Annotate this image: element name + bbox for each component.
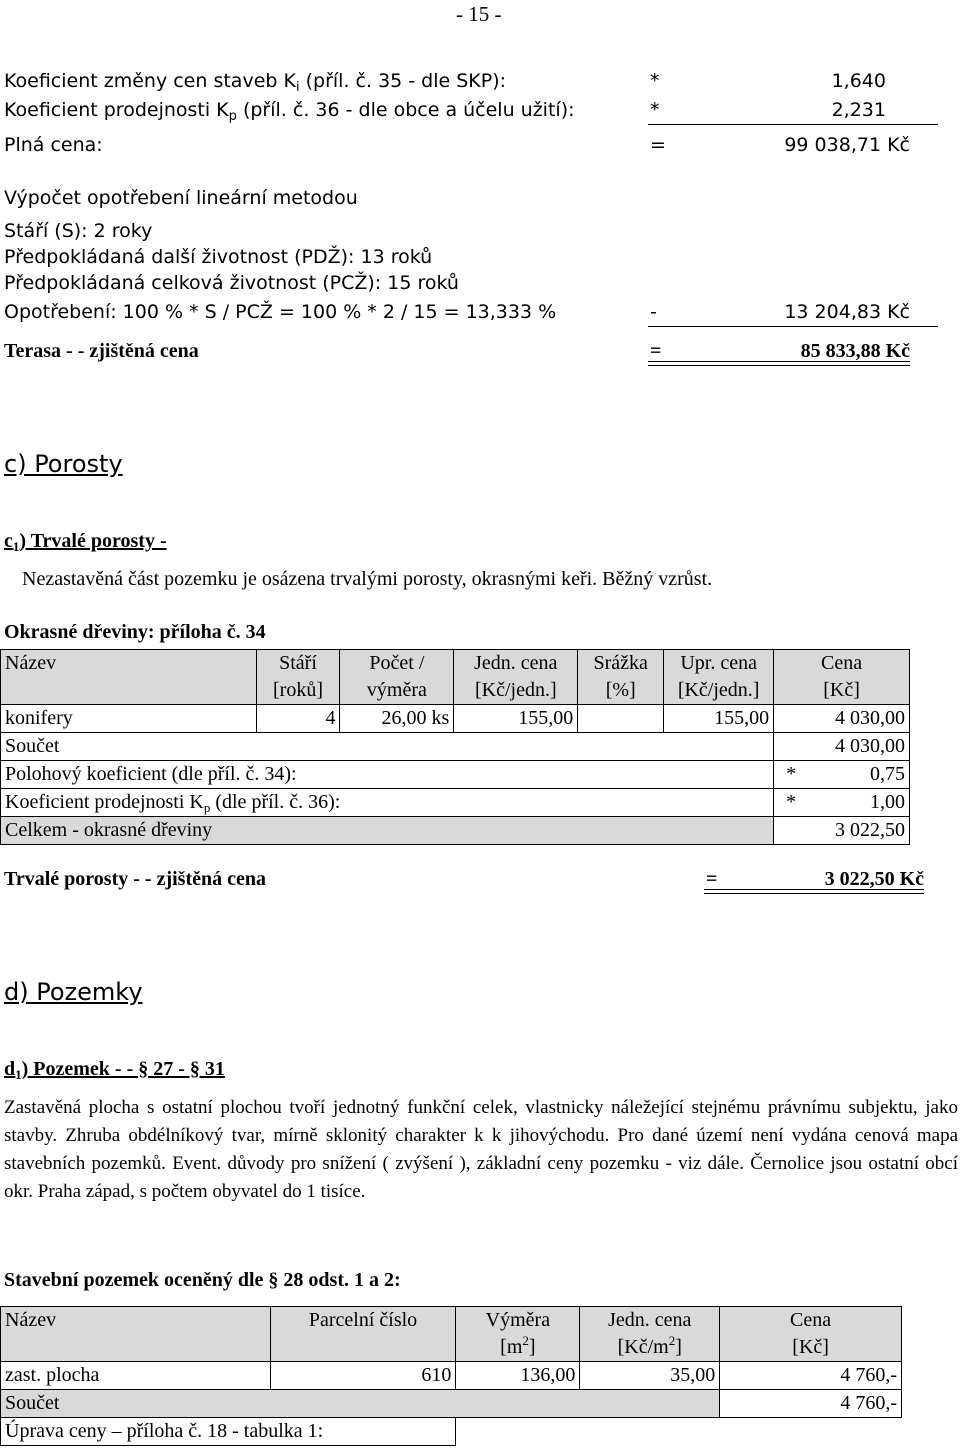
cell-price: 4 760,- xyxy=(720,1362,902,1390)
kp-coefficient-label: Koeficient prodejnosti $K_p$ (příl. č. 36 - dle obce a účelu užití): xyxy=(4,99,575,124)
position-coef-value: * 0,75 xyxy=(774,761,910,789)
header-parcel: Parcelní číslo xyxy=(270,1307,456,1362)
cell-parcel: 610 xyxy=(270,1362,456,1390)
sum-label: Součet xyxy=(1,733,774,761)
section-d-title: d) Pozemky xyxy=(4,978,143,1006)
double-underline xyxy=(648,361,910,366)
divider-line xyxy=(648,326,938,327)
table-row-kp-coef xyxy=(1,789,910,817)
cell-area: 136,00 xyxy=(456,1362,580,1390)
full-price-op: = xyxy=(650,134,666,156)
kp-coefficient-value: 2,231 xyxy=(831,99,886,121)
okrasne-dreviny-table xyxy=(0,649,910,845)
cell-adjusted-price: 155,00 xyxy=(664,705,774,733)
terasa-value: 85 833,88 Kč xyxy=(800,340,910,362)
total-value: 3 022,50 xyxy=(774,817,910,845)
header-price: Cena [Kč] xyxy=(774,650,910,705)
divider-line xyxy=(648,124,938,125)
porosty-result-label: Trvalé porosty - - zjištěná cena xyxy=(4,868,266,890)
total-label: Celkem - okrasné dřeviny xyxy=(1,817,774,845)
section-d1-title: $d_1$) Pozemek - - § 27 - § 31 xyxy=(4,1058,225,1082)
table-header-row xyxy=(1,1307,902,1362)
header-count: Počet / výměra xyxy=(340,650,454,705)
kp-coef-label: Koeficient prodejnosti $K_p$ (dle příl. č. 36): xyxy=(1,789,774,817)
depreciation-heading: Výpočet opotřebení lineární metodou xyxy=(4,187,358,209)
depreciation-op: - xyxy=(650,301,657,323)
cell-name: konifery xyxy=(1,705,257,733)
cell-price: 4 030,00 xyxy=(774,705,910,733)
adjust-empty xyxy=(456,1418,902,1446)
cell-unit-price: 155,00 xyxy=(454,705,578,733)
section-c-title: c) Porosty xyxy=(4,450,123,478)
position-coef-label: Polohový koeficient (dle příl. č. 34): xyxy=(1,761,774,789)
depreciation-value: 13 204,83 Kč xyxy=(784,301,910,323)
table-row xyxy=(1,705,910,733)
cell-name: zast. plocha xyxy=(1,1362,271,1390)
table-row-sum xyxy=(1,733,910,761)
ki-coefficient-op: * xyxy=(650,70,660,92)
header-deduction: Srážka [%] xyxy=(578,650,664,705)
depreciation-age: Stáří (S): 2 roky xyxy=(4,220,153,242)
header-adjusted-price: Upr. cena [Kč/jedn.] xyxy=(664,650,774,705)
double-underline xyxy=(704,889,924,894)
header-name: Název xyxy=(1,650,257,705)
terasa-label: Terasa - - zjištěná cena xyxy=(4,340,199,362)
depreciation-total: Předpokládaná celková životnost (PCŽ): 15 roků xyxy=(4,272,459,294)
porosty-result-op: = xyxy=(706,868,718,890)
section-d-paragraph: Zastavěná plocha s ostatní plochou tvoří jednotný funkční celek, vlastnicky náležející stejnému právnímu subjektu, jako stavby. Zhruba obdélníkový tvar, mírně sklonitý charakter k k jihovýchodu. Pro dané území není vydána cenová mapa stavebních pozemků. Event. důvody pro snížení ( zvýšení ), základní ceny pozemku - viz dále. Černolice jsou ostatní obcí okr. Praha západ, s počtem obyvatel do 1 tisíce. xyxy=(4,1097,958,1202)
porosty-result-value: 3 022,50 Kč xyxy=(824,868,924,890)
cell-count: 26,00 ks xyxy=(340,705,454,733)
sum-value: 4 760,- xyxy=(720,1390,902,1418)
header-price: Cena [Kč] xyxy=(720,1307,902,1362)
terasa-op: = xyxy=(650,340,662,362)
table-row-sum xyxy=(1,1390,902,1418)
full-price-label: Plná cena: xyxy=(4,134,103,156)
table-row-position-coef xyxy=(1,761,910,789)
ki-coefficient-value: 1,640 xyxy=(831,70,886,92)
cell-unit-price: 35,00 xyxy=(580,1362,720,1390)
header-area: Výměra $[m^2]$ xyxy=(456,1307,580,1362)
cell-deduction xyxy=(578,705,664,733)
header-unit-price: Jedn. cena [Kč/jedn.] xyxy=(454,650,578,705)
depreciation-remaining: Předpokládaná další životnost (PDŽ): 13 roků xyxy=(4,246,433,268)
ki-coefficient-label: Koeficient změny cen staveb $K_i$ (příl. č. 35 - dle SKP): xyxy=(4,70,507,95)
header-unit-price: Jedn. cena $[Kč/m^2]$ xyxy=(580,1307,720,1362)
full-price-value: 99 038,71 Kč xyxy=(784,134,910,156)
page-number: - 15 - xyxy=(456,2,502,26)
table-header-row xyxy=(1,650,910,705)
kp-coefficient-op: * xyxy=(650,99,660,121)
pozemek-table xyxy=(0,1306,902,1446)
depreciation-calc: Opotřebení: 100 % * S / PCŽ = 100 % * 2 / 15 = 13,333 % xyxy=(4,301,557,323)
sum-label: Součet xyxy=(1,1390,720,1418)
okrasne-table-title: Okrasné dřeviny: příloha č. 34 xyxy=(4,621,266,643)
table-row-adjust xyxy=(1,1418,902,1446)
table-row-total xyxy=(1,817,910,845)
table-row xyxy=(1,1362,902,1390)
sum-value: 4 030,00 xyxy=(774,733,910,761)
header-name: Název xyxy=(1,1307,271,1362)
pozemek-table-title: Stavební pozemek oceněný dle § 28 odst. 1 a 2: xyxy=(4,1269,401,1291)
section-c-description: Nezastavěná část pozemku je osázena trvalými porosty, okrasnými keři. Běžný vzrůst. xyxy=(22,568,713,590)
cell-age: 4 xyxy=(256,705,340,733)
adjust-label: Úprava ceny – příloha č. 18 - tabulka 1: xyxy=(1,1418,456,1446)
header-age: Stáří [roků] xyxy=(256,650,340,705)
section-c1-title: $c_1$) Trvalé porosty - xyxy=(4,530,167,554)
kp-coef-value: * 1,00 xyxy=(774,789,910,817)
